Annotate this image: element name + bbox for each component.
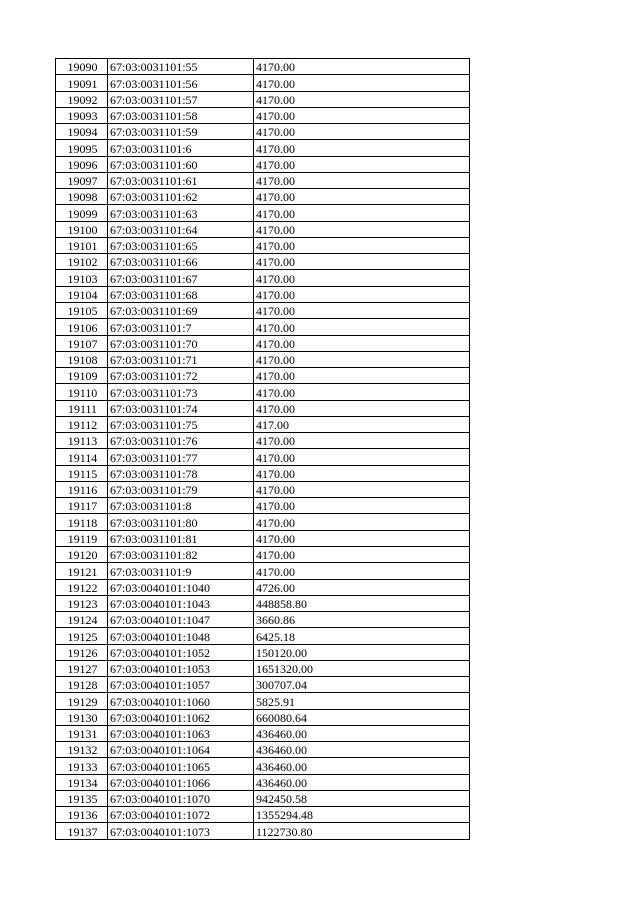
table-row — [56, 433, 470, 449]
value-cell: 417.00 — [254, 416, 470, 432]
table-row — [56, 693, 470, 709]
table-row — [56, 368, 470, 384]
row-number-cell: 19131 — [56, 725, 108, 741]
table-row — [56, 595, 470, 611]
cadastral-id-cell: 67:03:0031101:82 — [108, 546, 254, 562]
cadastral-id-cell: 67:03:0040101:1070 — [108, 790, 254, 806]
row-number-cell: 19128 — [56, 677, 108, 693]
row-number-cell: 19104 — [56, 286, 108, 302]
cadastral-id-cell: 67:03:0031101:61 — [108, 172, 254, 188]
cadastral-id-cell: 67:03:0031101:7 — [108, 319, 254, 335]
cadastral-id-cell: 67:03:0040101:1066 — [108, 774, 254, 790]
table-row — [56, 189, 470, 205]
row-number-cell: 19105 — [56, 302, 108, 318]
value-cell: 4170.00 — [254, 384, 470, 400]
table-row — [56, 709, 470, 725]
row-number-cell: 19097 — [56, 172, 108, 188]
value-cell: 942450.58 — [254, 790, 470, 806]
cadastral-id-cell: 67:03:0031101:57 — [108, 91, 254, 107]
row-number-cell: 19110 — [56, 384, 108, 400]
cadastral-id-cell: 67:03:0040101:1062 — [108, 709, 254, 725]
value-cell: 4170.00 — [254, 286, 470, 302]
cadastral-id-cell: 67:03:0040101:1064 — [108, 742, 254, 758]
cadastral-id-cell: 67:03:0031101:60 — [108, 156, 254, 172]
row-number-cell: 19094 — [56, 124, 108, 140]
row-number-cell: 19129 — [56, 693, 108, 709]
value-cell: 4170.00 — [254, 530, 470, 546]
table-row — [56, 156, 470, 172]
table-row — [56, 286, 470, 302]
row-number-cell: 19133 — [56, 758, 108, 774]
row-number-cell: 19111 — [56, 400, 108, 416]
value-cell: 4170.00 — [254, 59, 470, 75]
cadastral-id-cell: 67:03:0040101:1072 — [108, 807, 254, 823]
cadastral-id-cell: 67:03:0040101:1053 — [108, 660, 254, 676]
value-cell: 436460.00 — [254, 742, 470, 758]
cadastral-id-cell: 67:03:0031101:72 — [108, 368, 254, 384]
row-number-cell: 19107 — [56, 335, 108, 351]
value-cell: 4170.00 — [254, 107, 470, 123]
value-cell: 1122730.80 — [254, 823, 470, 839]
row-number-cell: 19108 — [56, 351, 108, 367]
table-row — [56, 481, 470, 497]
value-cell: 4170.00 — [254, 449, 470, 465]
cadastral-id-cell: 67:03:0040101:1073 — [108, 823, 254, 839]
value-cell: 4170.00 — [254, 319, 470, 335]
row-number-cell: 19122 — [56, 579, 108, 595]
value-cell: 4170.00 — [254, 140, 470, 156]
row-number-cell: 19101 — [56, 237, 108, 253]
row-number-cell: 19130 — [56, 709, 108, 725]
value-cell: 4170.00 — [254, 124, 470, 140]
cadastral-id-cell: 67:03:0031101:6 — [108, 140, 254, 156]
value-cell: 1355294.48 — [254, 807, 470, 823]
row-number-cell: 19093 — [56, 107, 108, 123]
table-row — [56, 124, 470, 140]
value-cell: 436460.00 — [254, 758, 470, 774]
cadastral-id-cell: 67:03:0040101:1040 — [108, 579, 254, 595]
cadastral-id-cell: 67:03:0031101:55 — [108, 59, 254, 75]
value-cell: 5825.91 — [254, 693, 470, 709]
value-cell: 4170.00 — [254, 563, 470, 579]
table-body — [56, 59, 470, 840]
value-cell: 4726.00 — [254, 579, 470, 595]
row-number-cell: 19106 — [56, 319, 108, 335]
row-number-cell: 19115 — [56, 465, 108, 481]
cadastral-id-cell: 67:03:0031101:64 — [108, 221, 254, 237]
table-row — [56, 237, 470, 253]
value-cell: 448858.80 — [254, 595, 470, 611]
cadastral-id-cell: 67:03:0031101:67 — [108, 270, 254, 286]
table-row — [56, 319, 470, 335]
row-number-cell: 19137 — [56, 823, 108, 839]
table-row — [56, 351, 470, 367]
row-number-cell: 19118 — [56, 514, 108, 530]
value-cell: 300707.04 — [254, 677, 470, 693]
table-row — [56, 742, 470, 758]
row-number-cell: 19132 — [56, 742, 108, 758]
row-number-cell: 19124 — [56, 612, 108, 628]
cadastral-id-cell: 67:03:0031101:58 — [108, 107, 254, 123]
cadastral-id-cell: 67:03:0040101:1047 — [108, 612, 254, 628]
cadastral-id-cell: 67:03:0040101:1043 — [108, 595, 254, 611]
cadastral-id-cell: 67:03:0031101:76 — [108, 433, 254, 449]
table-row — [56, 384, 470, 400]
table-row — [56, 465, 470, 481]
cadastral-id-cell: 67:03:0040101:1048 — [108, 628, 254, 644]
table-row — [56, 221, 470, 237]
row-number-cell: 19112 — [56, 416, 108, 432]
row-number-cell: 19098 — [56, 189, 108, 205]
cadastral-id-cell: 67:03:0031101:77 — [108, 449, 254, 465]
value-cell: 4170.00 — [254, 172, 470, 188]
table-row — [56, 416, 470, 432]
table-row — [56, 302, 470, 318]
table-row — [56, 91, 470, 107]
value-cell: 4170.00 — [254, 205, 470, 221]
table-row — [56, 400, 470, 416]
row-number-cell: 19102 — [56, 254, 108, 270]
cadastral-id-cell: 67:03:0031101:56 — [108, 75, 254, 91]
value-cell: 4170.00 — [254, 237, 470, 253]
cadastral-id-cell: 67:03:0031101:66 — [108, 254, 254, 270]
cadastral-id-cell: 67:03:0031101:8 — [108, 498, 254, 514]
row-number-cell: 19135 — [56, 790, 108, 806]
row-number-cell: 19134 — [56, 774, 108, 790]
row-number-cell: 19123 — [56, 595, 108, 611]
table-row — [56, 498, 470, 514]
value-cell: 4170.00 — [254, 91, 470, 107]
cadastral-id-cell: 67:03:0031101:81 — [108, 530, 254, 546]
cadastral-id-cell: 67:03:0031101:68 — [108, 286, 254, 302]
value-cell: 436460.00 — [254, 774, 470, 790]
value-cell: 4170.00 — [254, 189, 470, 205]
cadastral-id-cell: 67:03:0040101:1065 — [108, 758, 254, 774]
row-number-cell: 19103 — [56, 270, 108, 286]
cadastral-id-cell: 67:03:0040101:1057 — [108, 677, 254, 693]
cadastral-id-cell: 67:03:0031101:73 — [108, 384, 254, 400]
table-row — [56, 725, 470, 741]
value-cell: 6425.18 — [254, 628, 470, 644]
row-number-cell: 19090 — [56, 59, 108, 75]
value-cell: 4170.00 — [254, 400, 470, 416]
row-number-cell: 19119 — [56, 530, 108, 546]
cadastral-id-cell: 67:03:0031101:71 — [108, 351, 254, 367]
row-number-cell: 19126 — [56, 644, 108, 660]
value-cell: 4170.00 — [254, 433, 470, 449]
cadastral-id-cell: 67:03:0040101:1060 — [108, 693, 254, 709]
table-row — [56, 530, 470, 546]
value-cell: 4170.00 — [254, 221, 470, 237]
cadastral-id-cell: 67:03:0031101:69 — [108, 302, 254, 318]
row-number-cell: 19109 — [56, 368, 108, 384]
row-number-cell: 19121 — [56, 563, 108, 579]
row-number-cell: 19100 — [56, 221, 108, 237]
value-cell: 4170.00 — [254, 368, 470, 384]
table-row — [56, 546, 470, 562]
value-cell: 660080.64 — [254, 709, 470, 725]
value-cell: 3660.86 — [254, 612, 470, 628]
table-row — [56, 563, 470, 579]
table-row — [56, 823, 470, 839]
cadastral-id-cell: 67:03:0031101:65 — [108, 237, 254, 253]
table-row — [56, 790, 470, 806]
cadastral-id-cell: 67:03:0031101:79 — [108, 481, 254, 497]
value-cell: 4170.00 — [254, 254, 470, 270]
table-row — [56, 59, 470, 75]
value-cell: 4170.00 — [254, 465, 470, 481]
row-number-cell: 19096 — [56, 156, 108, 172]
row-number-cell: 19117 — [56, 498, 108, 514]
table-row — [56, 449, 470, 465]
row-number-cell: 19116 — [56, 481, 108, 497]
row-number-cell: 19127 — [56, 660, 108, 676]
value-cell: 1651320.00 — [254, 660, 470, 676]
cadastral-id-cell: 67:03:0031101:70 — [108, 335, 254, 351]
cadastral-id-cell: 67:03:0031101:78 — [108, 465, 254, 481]
cadastral-id-cell: 67:03:0031101:80 — [108, 514, 254, 530]
table-row — [56, 612, 470, 628]
cadastral-value-table — [55, 58, 470, 840]
table-row — [56, 644, 470, 660]
row-number-cell: 19114 — [56, 449, 108, 465]
cadastral-id-cell: 67:03:0040101:1052 — [108, 644, 254, 660]
table-row — [56, 514, 470, 530]
row-number-cell: 19113 — [56, 433, 108, 449]
table-row — [56, 254, 470, 270]
value-cell: 4170.00 — [254, 514, 470, 530]
row-number-cell: 19095 — [56, 140, 108, 156]
cadastral-id-cell: 67:03:0031101:63 — [108, 205, 254, 221]
row-number-cell: 19099 — [56, 205, 108, 221]
table-row — [56, 579, 470, 595]
value-cell: 4170.00 — [254, 302, 470, 318]
cadastral-id-cell: 67:03:0031101:9 — [108, 563, 254, 579]
table-row — [56, 677, 470, 693]
row-number-cell: 19136 — [56, 807, 108, 823]
value-cell: 436460.00 — [254, 725, 470, 741]
table-row — [56, 660, 470, 676]
cadastral-id-cell: 67:03:0031101:59 — [108, 124, 254, 140]
row-number-cell: 19092 — [56, 91, 108, 107]
table-row — [56, 140, 470, 156]
row-number-cell: 19125 — [56, 628, 108, 644]
value-cell: 4170.00 — [254, 270, 470, 286]
cadastral-id-cell: 67:03:0031101:75 — [108, 416, 254, 432]
table-row — [56, 807, 470, 823]
table-row — [56, 758, 470, 774]
value-cell: 150120.00 — [254, 644, 470, 660]
value-cell: 4170.00 — [254, 156, 470, 172]
value-cell: 4170.00 — [254, 75, 470, 91]
table-row — [56, 107, 470, 123]
value-cell: 4170.00 — [254, 481, 470, 497]
cadastral-id-cell: 67:03:0031101:74 — [108, 400, 254, 416]
table-row — [56, 628, 470, 644]
table-row — [56, 335, 470, 351]
cadastral-id-cell: 67:03:0040101:1063 — [108, 725, 254, 741]
cadastral-id-cell: 67:03:0031101:62 — [108, 189, 254, 205]
table-row — [56, 75, 470, 91]
table-row — [56, 270, 470, 286]
table-row — [56, 774, 470, 790]
table-row — [56, 205, 470, 221]
value-cell: 4170.00 — [254, 546, 470, 562]
row-number-cell: 19120 — [56, 546, 108, 562]
row-number-cell: 19091 — [56, 75, 108, 91]
value-cell: 4170.00 — [254, 351, 470, 367]
value-cell: 4170.00 — [254, 335, 470, 351]
value-cell: 4170.00 — [254, 498, 470, 514]
table-row — [56, 172, 470, 188]
